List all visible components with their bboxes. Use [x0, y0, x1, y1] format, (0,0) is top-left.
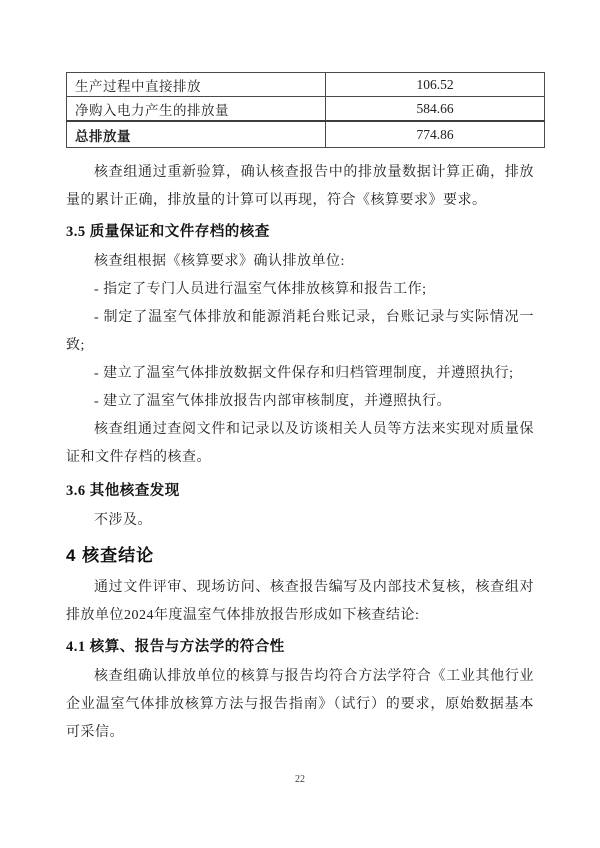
- table-cell-value: 774.86: [326, 121, 545, 148]
- bullet-item: - 建立了温室气体排放数据文件保存和归档管理制度，并遵照执行;: [94, 366, 514, 381]
- table-row: [67, 73, 545, 97]
- paragraph-3-6-body: 不涉及。: [94, 513, 152, 528]
- table-cell-label: 生产过程中直接排放: [67, 73, 326, 97]
- heading-3-6: 3.6 其他核查发现: [66, 483, 180, 499]
- bullet-item: - 指定了专门人员进行温室气体排放核算和报告工作;: [94, 282, 427, 297]
- table-cell-value: 584.66: [326, 97, 545, 122]
- heading-3-5: 3.5 质量保证和文件存档的核查: [66, 224, 270, 240]
- table-row-total: [67, 121, 545, 148]
- page-number: 22: [295, 774, 305, 785]
- table-row: [67, 97, 545, 122]
- heading-4-1: 4.1 核算、报告与方法学的符合性: [66, 639, 285, 655]
- bullet-item: - 建立了温室气体排放报告内部审核制度，并遵照执行。: [94, 394, 452, 409]
- table-cell-value: 106.52: [326, 73, 545, 97]
- paragraph-3-5-intro: 核查组根据《核算要求》确认排放单位:: [94, 254, 345, 269]
- paragraph-3-5-closing: 核查组通过查阅文件和记录以及访谈相关人员等方法来实现对质量保证和文件存档的核查。: [66, 422, 534, 465]
- paragraph-4-1-body: 核查组确认排放单位的核算与报告均符合方法学符合《工业其他行业企业温室气体排放核算方法与报告指南》（试行）的要求，原始数据基本可采信。: [66, 669, 534, 740]
- heading-4: 4 核查结论: [66, 546, 155, 565]
- emissions-table: [66, 72, 545, 148]
- table-cell-label: 净购入电力产生的排放量: [67, 97, 326, 122]
- paragraph-recalculation: 核查组通过重新验算，确认核查报告中的排放量数据计算正确，排放量的累计正确，排放量的计算可以再现，符合《核算要求》要求。: [66, 165, 534, 208]
- bullet-item: - 制定了温室气体排放和能源消耗台账记录，台账记录与实际情况一致;: [66, 310, 534, 353]
- paragraph-4-intro: 通过文件评审、现场访问、核查报告编写及内部技术复核，核查组对排放单位2024年度温室气体排放报告形成如下核查结论:: [66, 580, 534, 623]
- table-cell-label: 总排放量: [67, 121, 326, 148]
